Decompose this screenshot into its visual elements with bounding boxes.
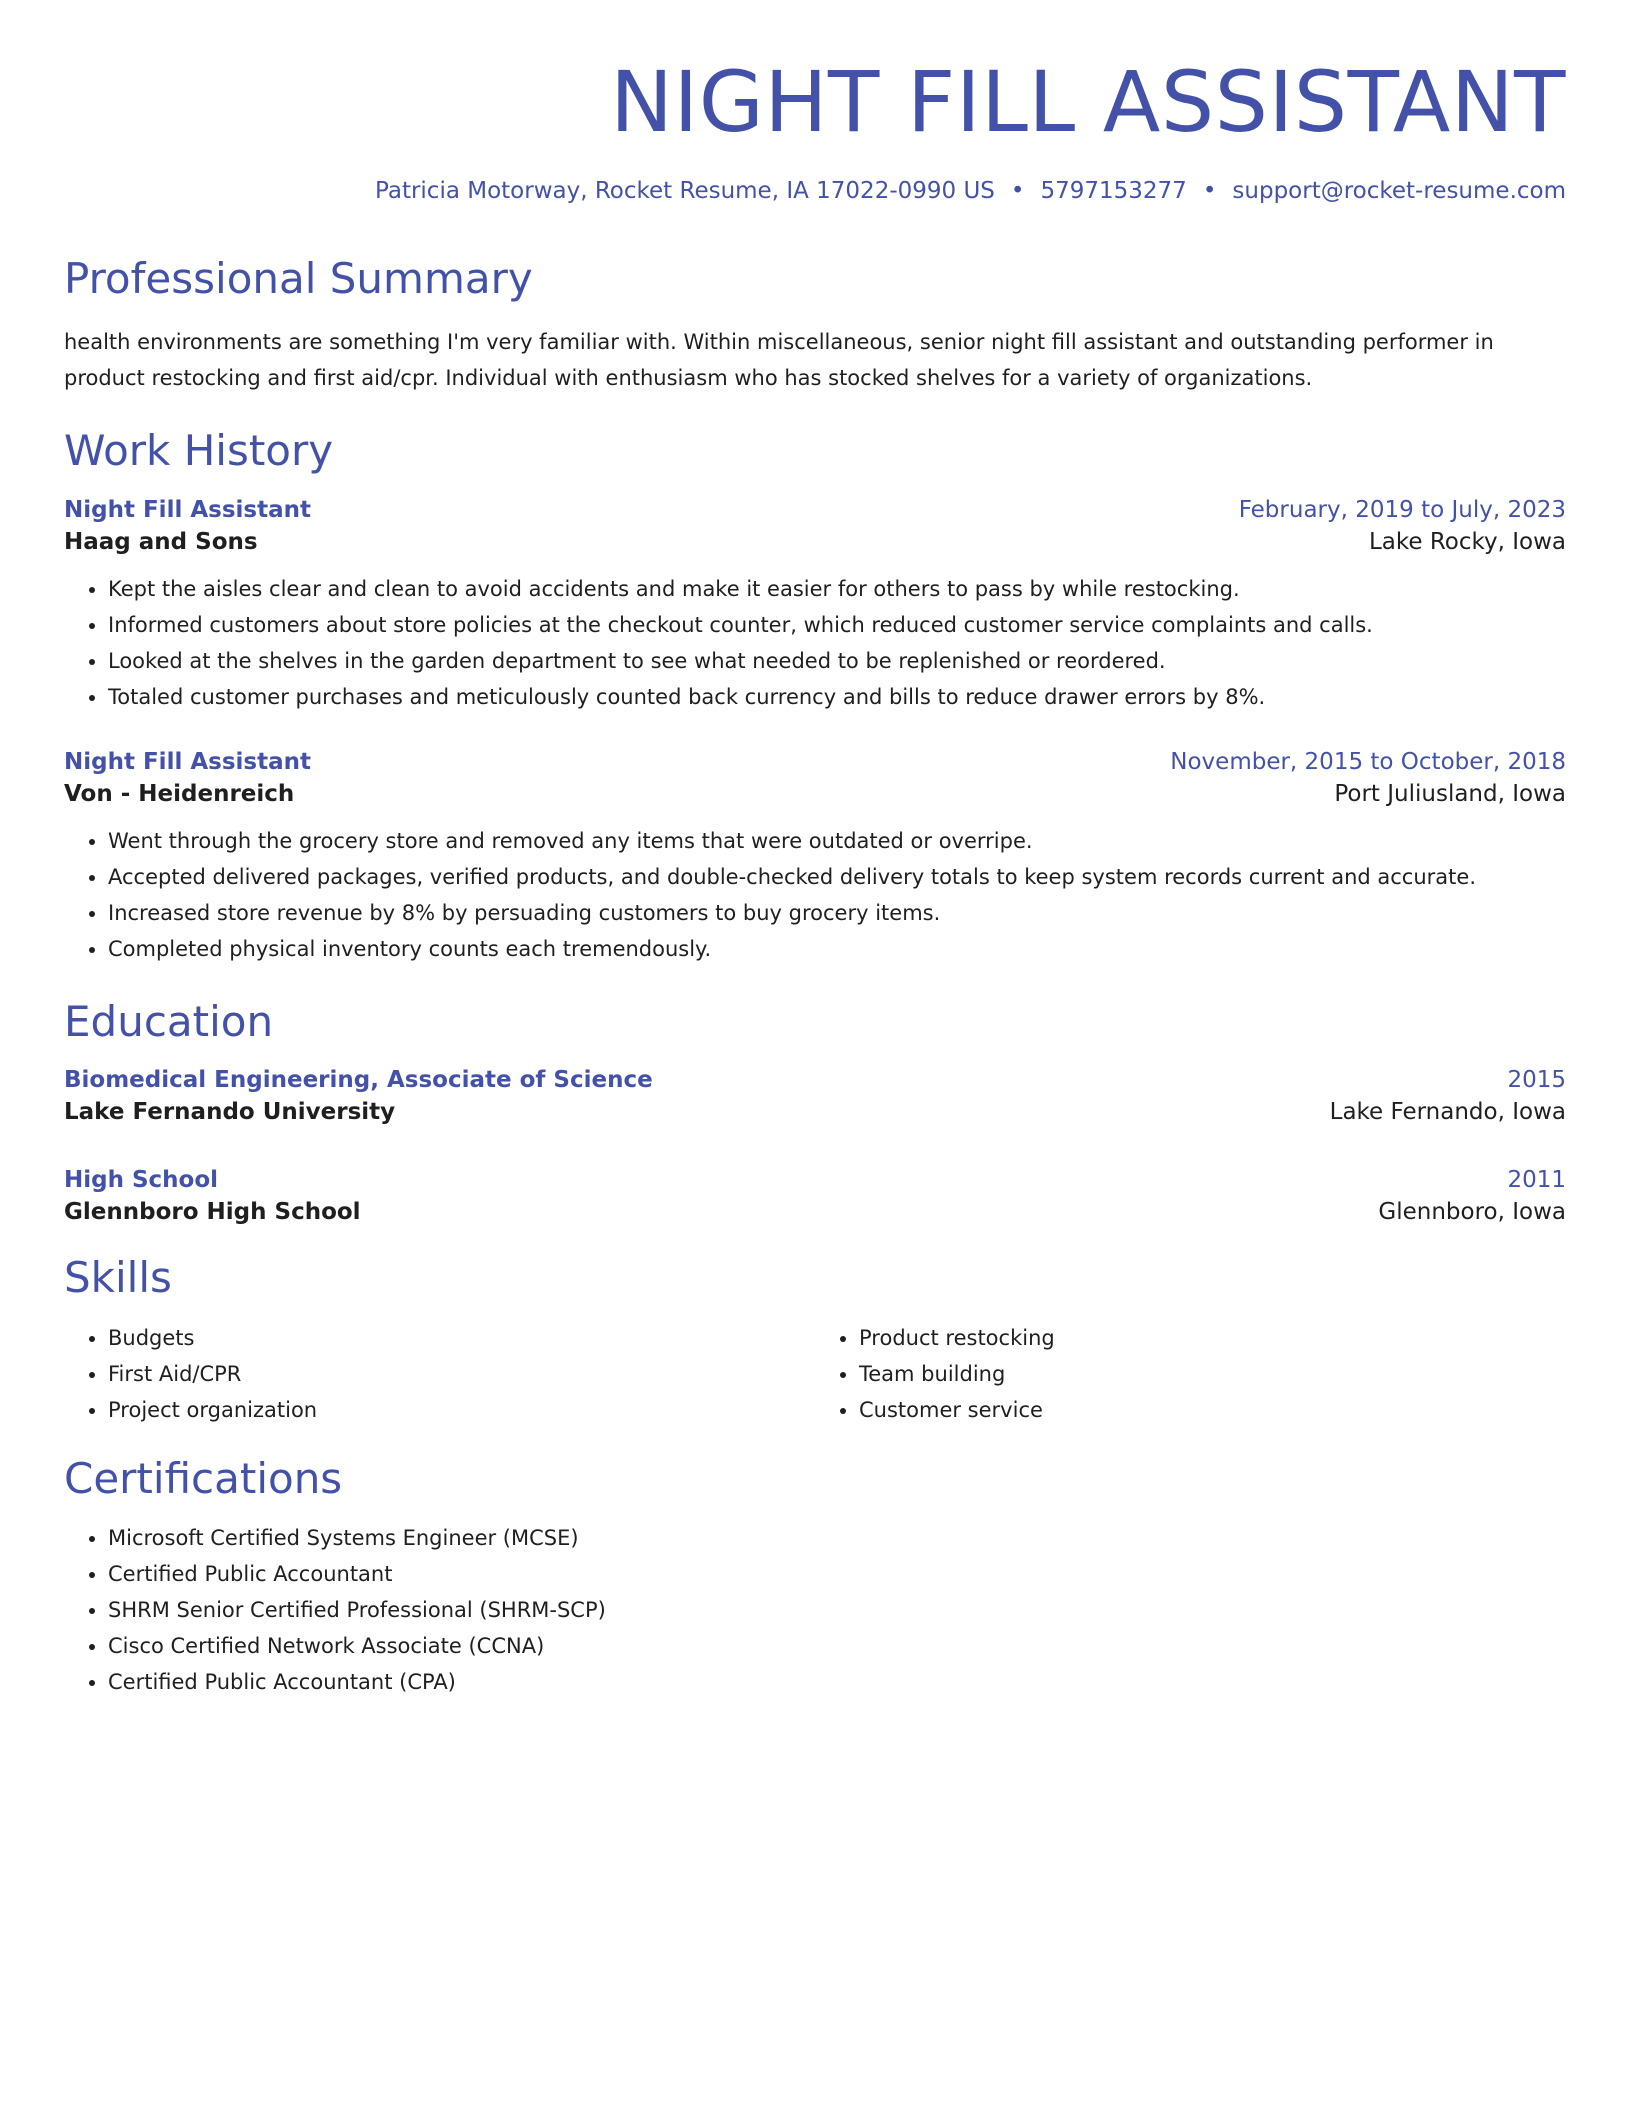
list-item: • Microsoft Certified Systems Engineer (MCSE) (108, 1520, 1566, 1556)
summary-section (64, 254, 1566, 396)
work-history-section (64, 426, 1566, 966)
list-item: • Went through the grocery store and removed any items that were outdated or overripe. (108, 823, 1566, 859)
skills-grid (64, 1320, 1566, 1428)
list-item: • Increased store revenue by 8% by persuading customers to buy grocery items. (108, 895, 1566, 931)
job-bullets (64, 823, 1566, 967)
job-title: Night Fill Assistant (64, 496, 311, 523)
skills-list-right (815, 1320, 1566, 1428)
list-item: • Totaled customer purchases and meticulously counted back currency and bills to reduce drawer errors by 8%. (108, 679, 1566, 715)
skills-heading: Skills (64, 1253, 172, 1303)
education-year: 2015 (1507, 1067, 1566, 1094)
list-item: • Budgets (108, 1320, 815, 1356)
contact-email[interactable]: support@rocket-resume.com (1232, 178, 1566, 205)
resume-page (64, 0, 1566, 1700)
job-org-row (64, 529, 1566, 555)
certifications-list (64, 1520, 1566, 1700)
certifications-section (64, 1454, 1566, 1700)
contact-separator: • (1202, 178, 1217, 205)
list-item: • Project organization (108, 1392, 815, 1428)
education-degree: Biomedical Engineering, Associate of Science (64, 1067, 653, 1094)
list-item: • Certified Public Accountant (108, 1556, 1566, 1592)
list-item: • Informed customers about store policies at the checkout counter, which reduced customer service complaints and calls. (108, 607, 1566, 643)
list-item: • Kept the aisles clear and clean to avoid accidents and make it easier for others to pass by while restocking. (108, 571, 1566, 607)
education-entry (64, 1067, 1566, 1125)
education-school: Lake Fernando University (64, 1099, 396, 1126)
list-item: • Cisco Certified Network Associate (CCNA) (108, 1628, 1566, 1664)
job-location: Port Juliusland, Iowa (1334, 780, 1566, 807)
contact-address: Patricia Motorway, Rocket Resume, IA 17022-0990 US (375, 178, 995, 205)
education-header-row (64, 1067, 1566, 1093)
contact-separator: • (1010, 178, 1025, 205)
contact-line (64, 178, 1566, 206)
education-section (64, 997, 1566, 1225)
certifications-heading: Certifications (64, 1453, 343, 1503)
education-location: Lake Fernando, Iowa (1329, 1099, 1566, 1126)
job-entry (64, 497, 1566, 715)
job-company: Haag and Sons (64, 528, 258, 555)
job-header-row (64, 497, 1566, 523)
education-org-row (64, 1099, 1566, 1125)
education-entry (64, 1167, 1566, 1225)
education-year: 2011 (1507, 1167, 1566, 1194)
education-degree: High School (64, 1167, 219, 1194)
job-bullets (64, 571, 1566, 715)
list-item: • First Aid/CPR (108, 1356, 815, 1392)
list-item: • SHRM Senior Certified Professional (SHRM-SCP) (108, 1592, 1566, 1628)
list-item: • Accepted delivered packages, verified products, and double-checked delivery totals to keep system records current and accurate. (108, 859, 1566, 895)
job-company: Von - Heidenreich (64, 780, 295, 807)
education-org-row (64, 1199, 1566, 1225)
job-dates: February, 2019 to July, 2023 (1238, 496, 1566, 523)
work-history-heading: Work History (64, 426, 334, 476)
list-item: • Looked at the shelves in the garden department to see what needed to be replenished or reordered. (108, 643, 1566, 679)
skills-list-left (64, 1320, 815, 1428)
education-location: Glennboro, Iowa (1378, 1199, 1566, 1226)
skills-section (64, 1253, 1566, 1427)
education-header-row (64, 1167, 1566, 1193)
contact-phone: 5797153277 (1040, 178, 1187, 205)
summary-text: health environments are something I'm very familiar with. Within miscellaneous, senior night fill assistant and outstanding performer in product restocking and first aid/cpr. Individual with enthusiasm who has stocked shelves for a variety of organizations. (64, 330, 1494, 391)
list-item: • Customer service (859, 1392, 1566, 1428)
job-dates: November, 2015 to October, 2018 (1170, 748, 1566, 775)
job-location: Lake Rocky, Iowa (1368, 528, 1566, 555)
job-org-row (64, 781, 1566, 807)
list-item: • Team building (859, 1356, 1566, 1392)
job-entry (64, 749, 1566, 967)
education-heading: Education (64, 996, 274, 1046)
summary-heading: Professional Summary (64, 253, 533, 303)
list-item: • Completed physical inventory counts each tremendously. (108, 931, 1566, 967)
job-header-row (64, 749, 1566, 775)
page-title: NIGHT FILL ASSISTANT (610, 53, 1566, 151)
job-title: Night Fill Assistant (64, 748, 311, 775)
education-school: Glennboro High School (64, 1199, 361, 1226)
list-item: • Product restocking (859, 1320, 1566, 1356)
list-item: • Certified Public Accountant (CPA) (108, 1664, 1566, 1700)
